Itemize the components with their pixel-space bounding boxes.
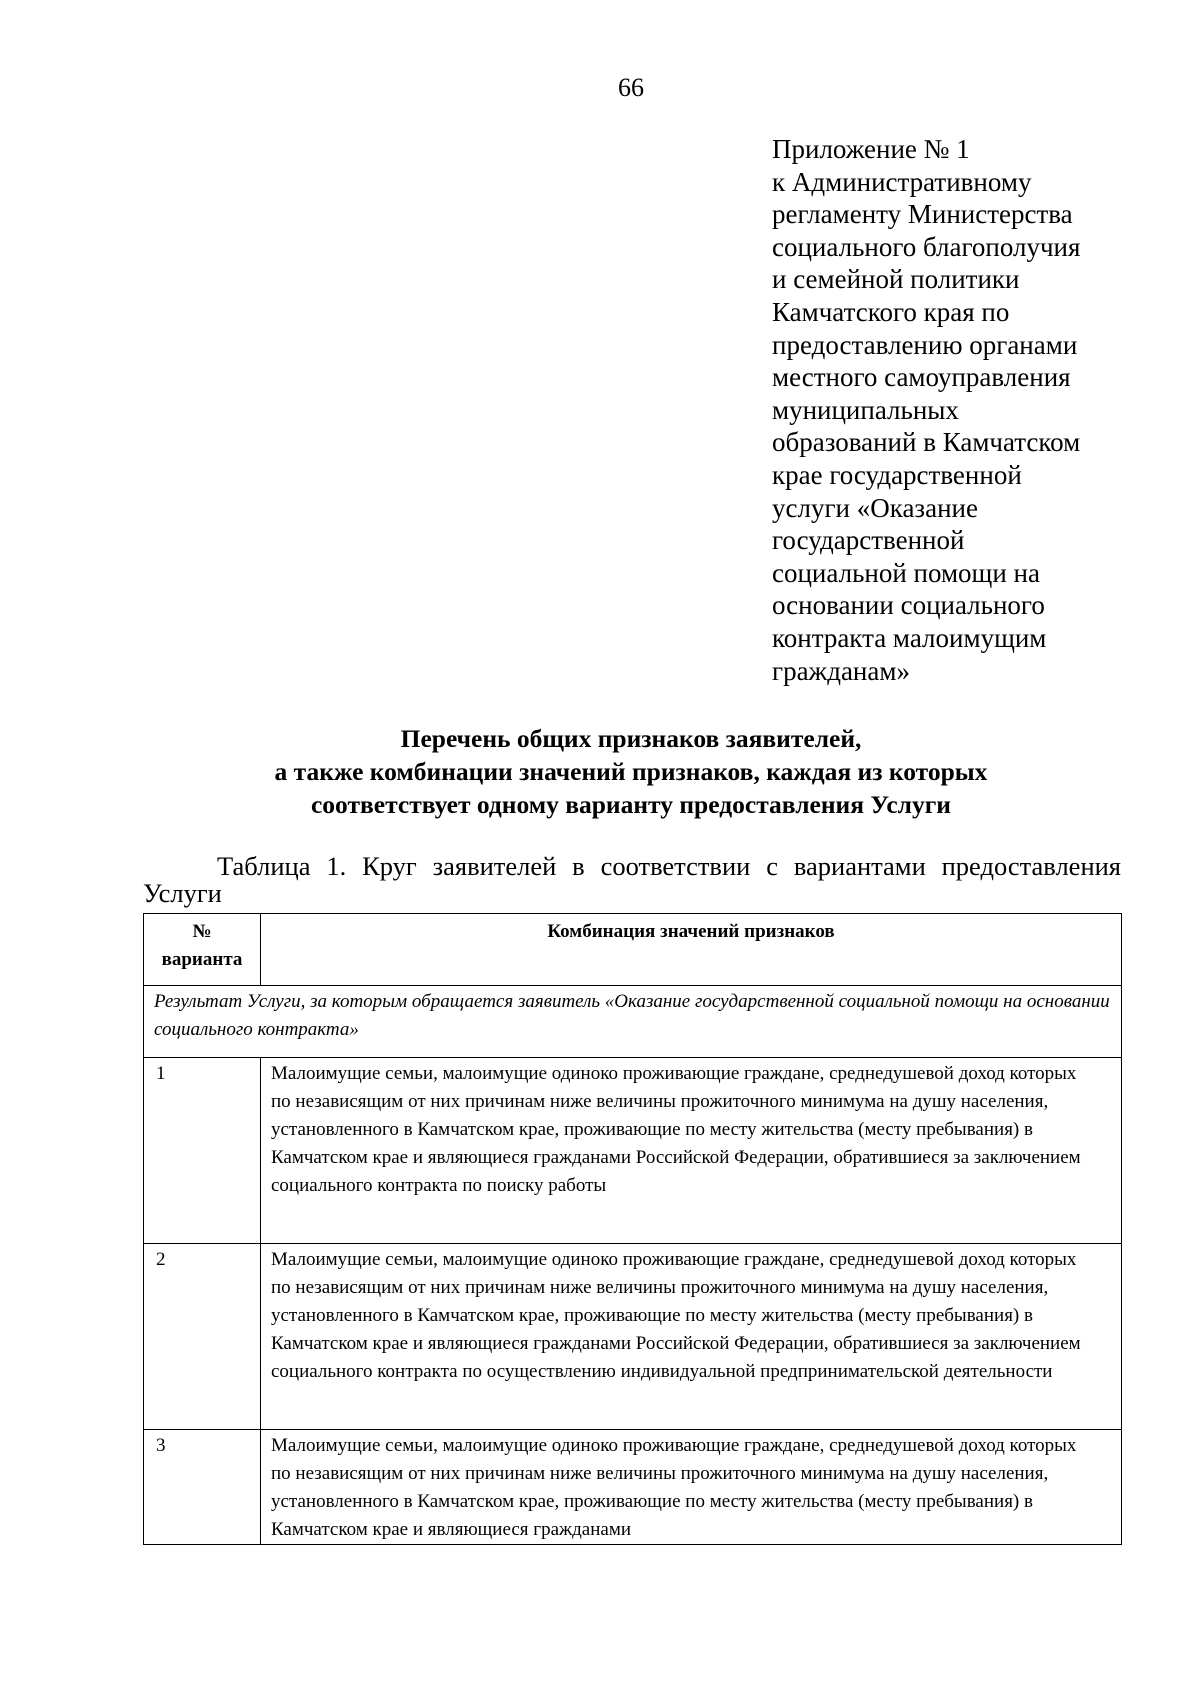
table-header-row	[144, 914, 1122, 986]
appendix-line: крае государственной	[772, 459, 1022, 490]
page-number: 66	[618, 73, 644, 102]
appendix-line: контракта малоимущим	[772, 622, 1047, 653]
header-combination: Комбинация значений признаков	[261, 914, 1122, 986]
section-result-text: Результат Услуги, за которым обращается заявитель «Оказание государственной социальной помощи на основании социального контракта»	[144, 986, 1122, 1058]
title-line: Перечень общих признаков заявителей,	[400, 724, 862, 753]
title-line: соответствует одному варианту предоставления Услуги	[310, 790, 951, 819]
appendix-line: услуги «Оказание	[772, 492, 978, 523]
variant-number: 3	[144, 1430, 261, 1545]
appendix-line: государственной	[772, 525, 965, 556]
appendix-line: муниципальных	[772, 394, 959, 425]
title-line: а также комбинации значений признаков, каждая из которых	[274, 757, 988, 786]
appendix-line: местного самоуправления	[772, 362, 1071, 393]
appendix-line: социального благополучия	[772, 231, 1081, 262]
appendix-line: основании социального	[772, 590, 1045, 621]
table-row	[144, 1244, 1122, 1430]
appendix-block	[772, 133, 1132, 687]
table-section-row	[144, 986, 1122, 1058]
variant-number: 1	[144, 1058, 261, 1244]
variant-description: Малоимущие семьи, малоимущие одиноко проживающие граждане, среднедушевой доход которых по независящим от них причинам ниже величины прожиточного минимума на душу населения, установленного в Камчатском крае, проживающие по месту жительства (месту пребывания) в Камчатском крае и являющиеся гражданами Российской Федерации, обратившиеся за заключением социального контракта по поиску работы	[261, 1058, 1122, 1244]
appendix-line: к Административному	[772, 166, 1032, 197]
table-caption-line: Таблица 1. Круг заявителей в соответствии с вариантами предоставления	[217, 851, 1121, 881]
table-row	[144, 1430, 1122, 1545]
table-caption	[143, 850, 1121, 909]
appendix-line: Приложение № 1	[772, 134, 970, 164]
appendix-line: и семейной политики	[772, 264, 1020, 295]
variant-description-cell	[261, 1430, 1122, 1545]
table-row	[144, 1058, 1122, 1244]
appendix-line: предоставлению органами	[772, 329, 1078, 360]
header-variant-number: № варианта	[144, 914, 261, 986]
appendix-line: Камчатского края по	[772, 296, 1010, 327]
applicants-table	[143, 913, 1122, 1545]
table-caption-line: Услуги	[143, 878, 222, 908]
variant-number: 2	[144, 1244, 261, 1430]
appendix-line: гражданам»	[772, 655, 910, 686]
appendix-line: регламенту Министерства	[772, 199, 1073, 230]
variant-description: Малоимущие семьи, малоимущие одиноко проживающие граждане, среднедушевой доход которых по независящим от них причинам ниже величины прожиточного минимума на душу населения, установленного в Камчатском крае, проживающие по месту жительства (месту пребывания) в Камчатском крае и являющиеся гражданами Российской Федерации, обратившиеся за заключением социального контракта по осуществлению индивидуальной предпринимательской деятельности	[261, 1244, 1122, 1430]
appendix-line: образований в Камчатском	[772, 427, 1081, 458]
document-title	[140, 722, 1122, 821]
variant-description: Малоимущие семьи, малоимущие одиноко проживающие граждане, среднедушевой доход которых по независящим от них причинам ниже величины прожиточного минимума на душу населения, установленного в Камчатском крае, проживающие по месту жительства (месту пребывания) в Камчатском крае и являющиеся гражданами	[271, 1435, 1077, 1540]
appendix-line: социальной помощи на	[772, 557, 1040, 588]
